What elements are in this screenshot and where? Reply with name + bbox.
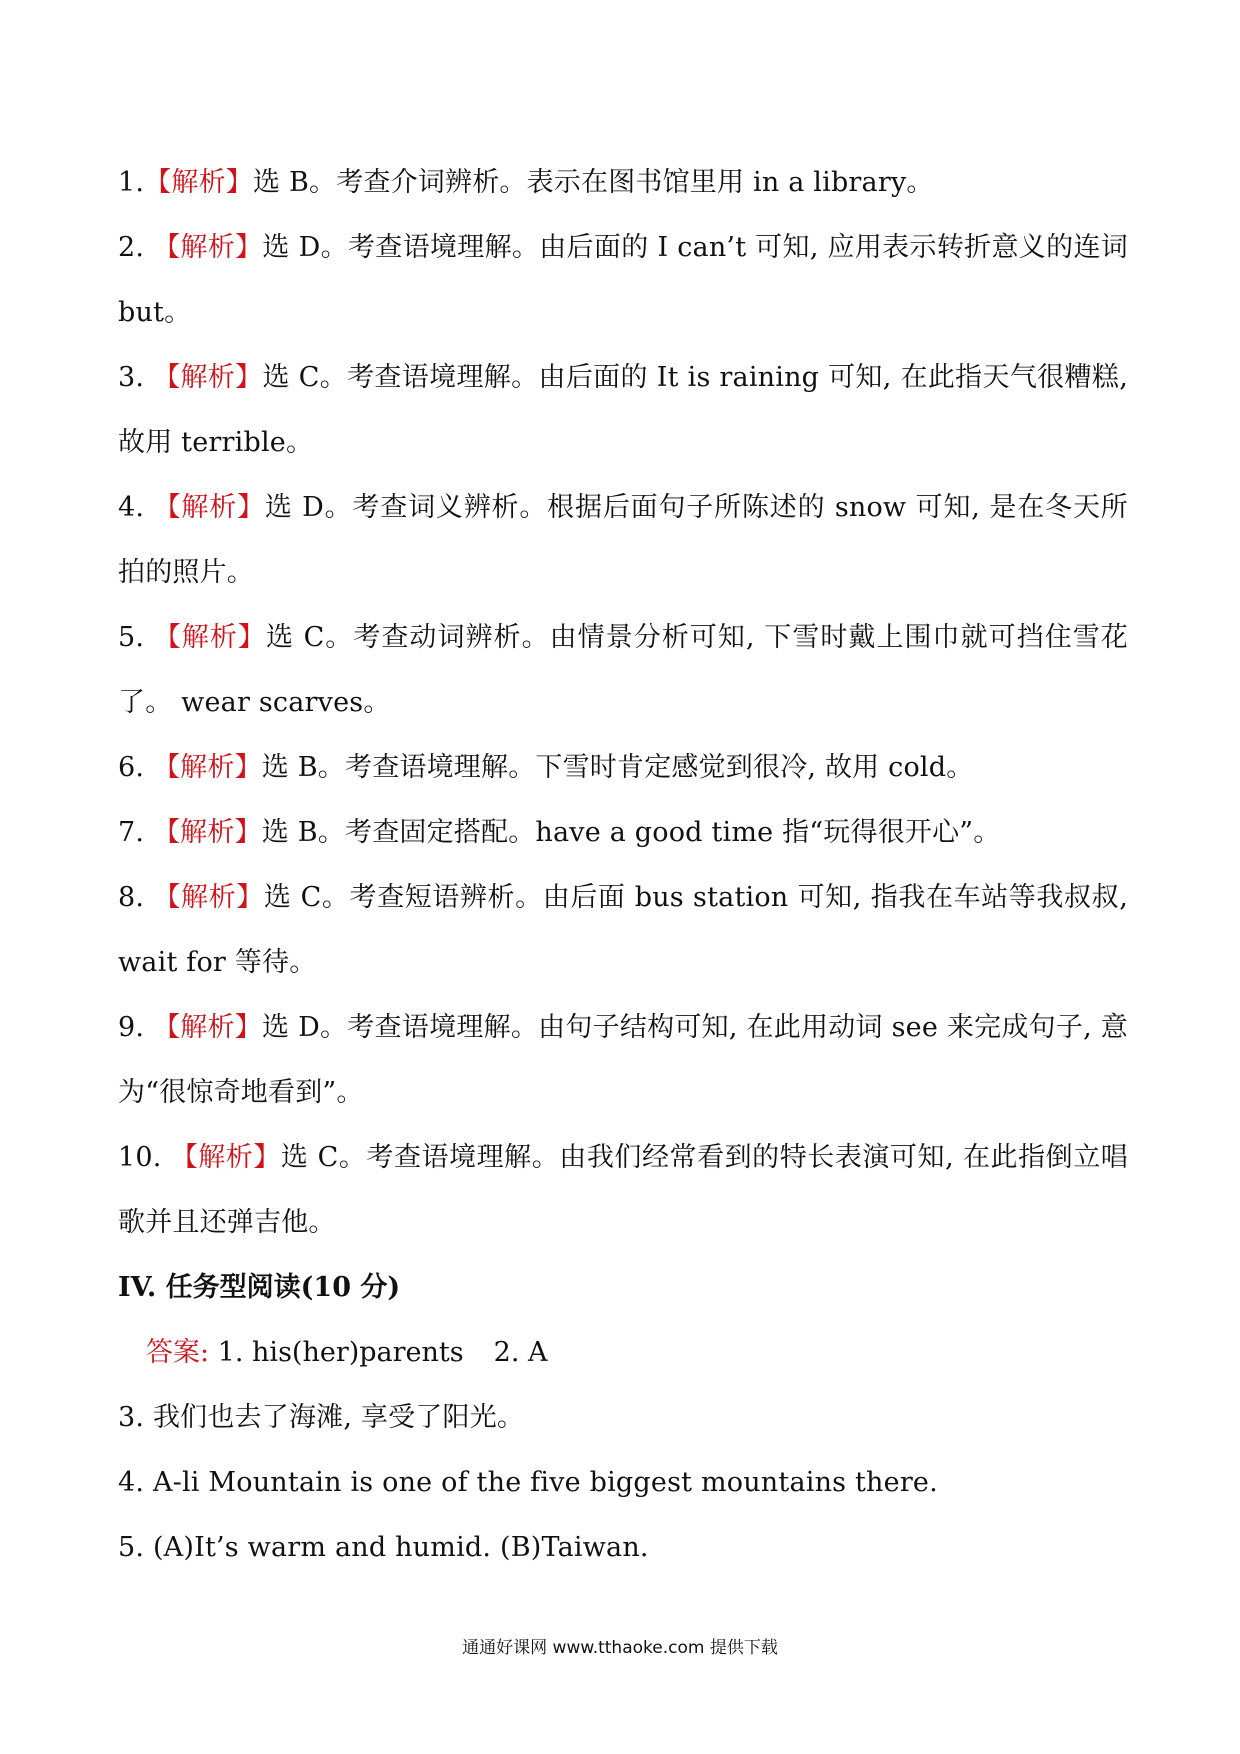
answer-2: 2. A [493, 1337, 548, 1368]
item-text: 选 C。考查语境理解。由我们经常看到的特长表演可知, 在此指倒立唱歌并且还弹吉他。 [118, 1142, 1128, 1238]
analysis-tag: 【解析】 [153, 622, 266, 653]
answer-4: 4. A-li Mountain is one of the five biggest mountains there. [118, 1467, 938, 1498]
item-number: 9. [118, 1012, 145, 1043]
item-number: 4. [118, 492, 145, 523]
item-number: 1. [118, 167, 145, 198]
analysis-tag: 【解析】 [144, 167, 253, 198]
section-title: IV. 任务型阅读(10 分) [118, 1272, 401, 1303]
item-text: 选 B。考查固定搭配。have a good time 指“玩得很开心”。 [261, 817, 1001, 848]
item-number: 6. [118, 752, 145, 783]
page-footer: 通通好课网 www.tthaoke.com 提供下载 [462, 1638, 778, 1658]
answer-1: 1. his(her)parents [217, 1337, 464, 1368]
answer-line [118, 1320, 1128, 1385]
analysis-tag: 【解析】 [170, 1142, 281, 1173]
item-number: 10. [118, 1142, 162, 1173]
explanation-item-10 [118, 1125, 1128, 1255]
item-text: 选 D。考查词义辨析。根据后面句子所陈述的 snow 可知, 是在冬天所拍的照片。 [118, 492, 1128, 588]
item-number: 7. [118, 817, 145, 848]
explanation-item-1 [118, 150, 1128, 215]
item-text: 选 B。考查介词辨析。表示在图书馆里用 in a library。 [252, 167, 934, 198]
explanation-item-4 [118, 475, 1128, 605]
explanation-item-8 [118, 865, 1128, 995]
answer-explanations [118, 150, 1128, 1580]
analysis-tag: 【解析】 [153, 362, 263, 393]
item-number: 2. [118, 232, 145, 263]
analysis-tag: 【解析】 [152, 817, 262, 848]
item-text: 选 C。考查动词辨析。由情景分析可知, 下雪时戴上围巾就可挡住雪花了。 wear scarves。 [118, 622, 1128, 718]
item-text: 选 C。考查语境理解。由后面的 It is raining 可知, 在此指天气很糟糕, 故用 terrible。 [118, 362, 1128, 458]
item-number: 5. [118, 622, 145, 653]
explanation-item-9 [118, 995, 1128, 1125]
analysis-tag: 【解析】 [153, 492, 265, 523]
answer-5: 5. (A)It’s warm and humid. (B)Taiwan. [118, 1532, 649, 1563]
item-text: 选 C。考查短语辨析。由后面 bus station 可知, 指我在车站等我叔叔, wait for 等待。 [118, 882, 1128, 978]
explanation-item-2 [118, 215, 1128, 345]
item-number: 8. [118, 882, 145, 913]
item-text: 选 D。考查语境理解。由后面的 I can’t 可知, 应用表示转折意义的连词 but。 [118, 232, 1128, 328]
explanation-item-6 [118, 735, 1128, 800]
answer-3: 3. 我们也去了海滩, 享受了阳光。 [118, 1402, 525, 1433]
answer-label: 答案: [146, 1337, 210, 1368]
analysis-tag: 【解析】 [153, 232, 263, 263]
analysis-tag: 【解析】 [153, 1012, 263, 1043]
item-text: 选 D。考查语境理解。由句子结构可知, 在此用动词 see 来完成句子, 意为“很惊奇地看到”。 [118, 1012, 1128, 1108]
explanation-item-7 [118, 800, 1128, 865]
item-text: 选 B。考查语境理解。下雪时肯定感觉到很冷, 故用 cold。 [261, 752, 974, 783]
explanation-item-3 [118, 345, 1128, 475]
analysis-tag: 【解析】 [152, 752, 262, 783]
analysis-tag: 【解析】 [153, 882, 264, 913]
explanation-item-5 [118, 605, 1128, 735]
item-number: 3. [118, 362, 145, 393]
